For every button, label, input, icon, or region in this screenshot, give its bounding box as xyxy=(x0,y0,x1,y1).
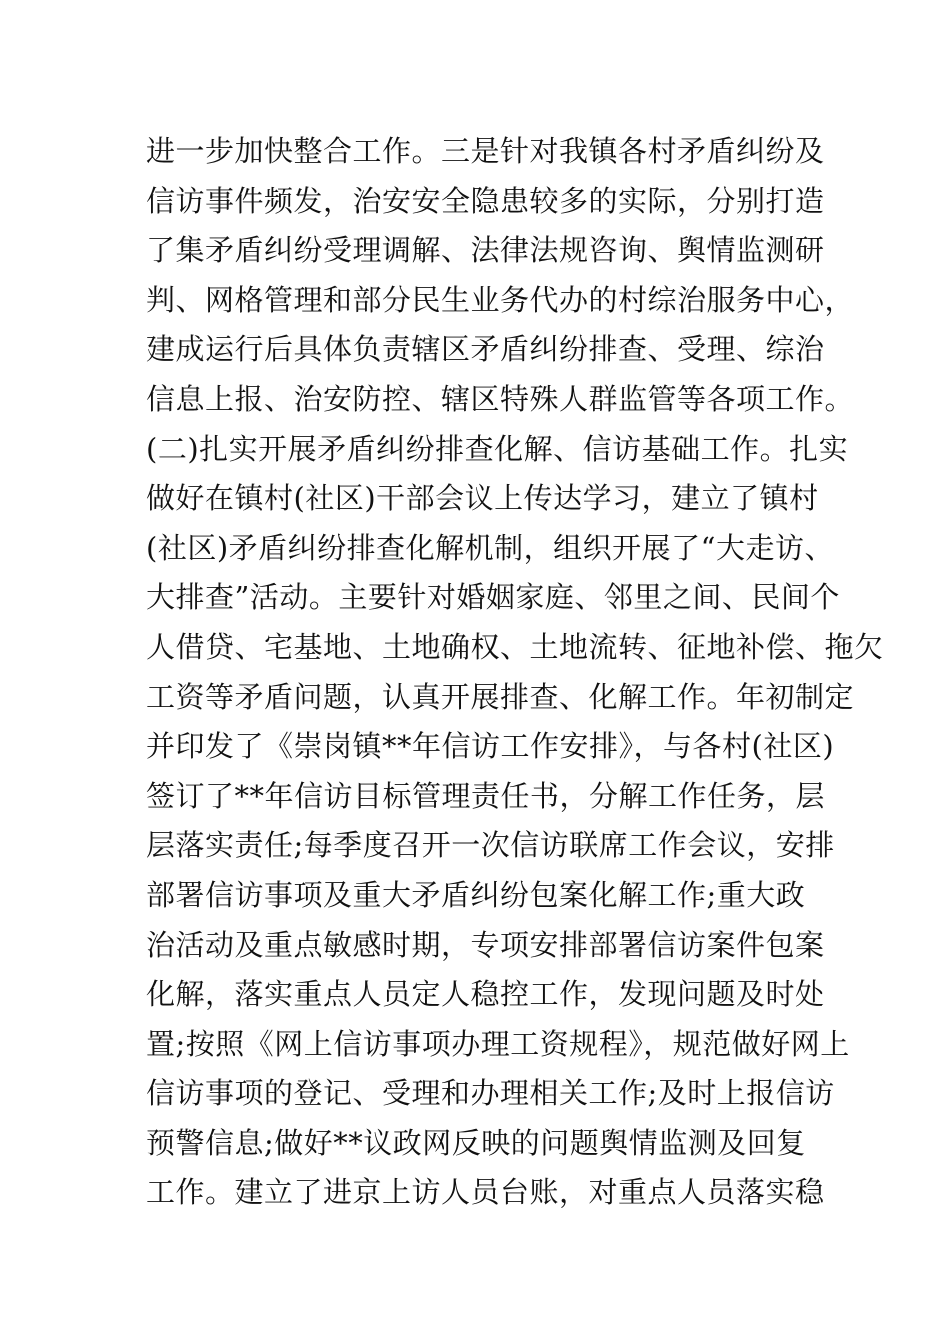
text-line: 置;按照《网上信访事项办理工资规程》，规范做好网上 xyxy=(146,1026,850,1061)
text-line: 了集矛盾纠纷受理调解、法律法规咨询、舆情监测研 xyxy=(146,233,825,268)
text-line: 化解，落实重点人员定人稳控工作，发现问题及时处 xyxy=(146,977,825,1012)
text-line: (社区)矛盾纠纷排查化解机制，组织开展了“大走访、 xyxy=(146,530,834,565)
text-line: 判、网格管理和部分民生业务代办的村综治服务中心， xyxy=(146,282,855,317)
text-line: 治活动及重点敏感时期，专项安排部署信访案件包案 xyxy=(146,927,825,962)
text-line: 进一步加快整合工作。三是针对我镇各村矛盾纠纷及 xyxy=(146,134,825,168)
text-line: 工作。建立了进京上访人员台账，对重点人员落实稳 xyxy=(146,1175,825,1210)
text-line: 预警信息;做好**议政网反映的问题舆情监测及回复 xyxy=(146,1125,806,1160)
text-line: 并印发了《崇岗镇**年信访工作安排》，与各村(社区) xyxy=(146,729,835,764)
text-line: 层落实责任;每季度召开一次信访联席工作会议，安排 xyxy=(146,828,835,863)
text-line: 人借贷、宅基地、土地确权、土地流转、征地补偿、拖欠 xyxy=(146,629,884,664)
text-line: 部署信访事项及重大矛盾纠纷包案化解工作;重大政 xyxy=(146,877,806,912)
body-text xyxy=(146,127,884,1218)
text-line: 签订了**年信访目标管理责任书，分解工作任务，层 xyxy=(146,778,826,813)
text-line: 信访事项的登记、受理和办理相关工作;及时上报信访 xyxy=(146,1076,835,1111)
text-line: 建成运行后具体负责辖区矛盾纠纷排查、受理、综治 xyxy=(146,332,825,367)
text-line: 信息上报、治安防控、辖区特殊人群监管等各项工作。 xyxy=(146,381,855,416)
text-line: 工资等矛盾问题，认真开展排查、化解工作。年初制定 xyxy=(146,679,855,714)
text-line: 做好在镇村(社区)干部会议上传达学习，建立了镇村 xyxy=(146,481,819,516)
text-line: (二)扎实开展矛盾纠纷排查化解、信访基础工作。扎实 xyxy=(146,431,849,466)
text-line: 大排查”活动。主要针对婚姻家庭、邻里之间、民间个 xyxy=(146,580,840,615)
text-line: 信访事件频发，治安安全隐患较多的实际，分别打造 xyxy=(146,183,825,218)
